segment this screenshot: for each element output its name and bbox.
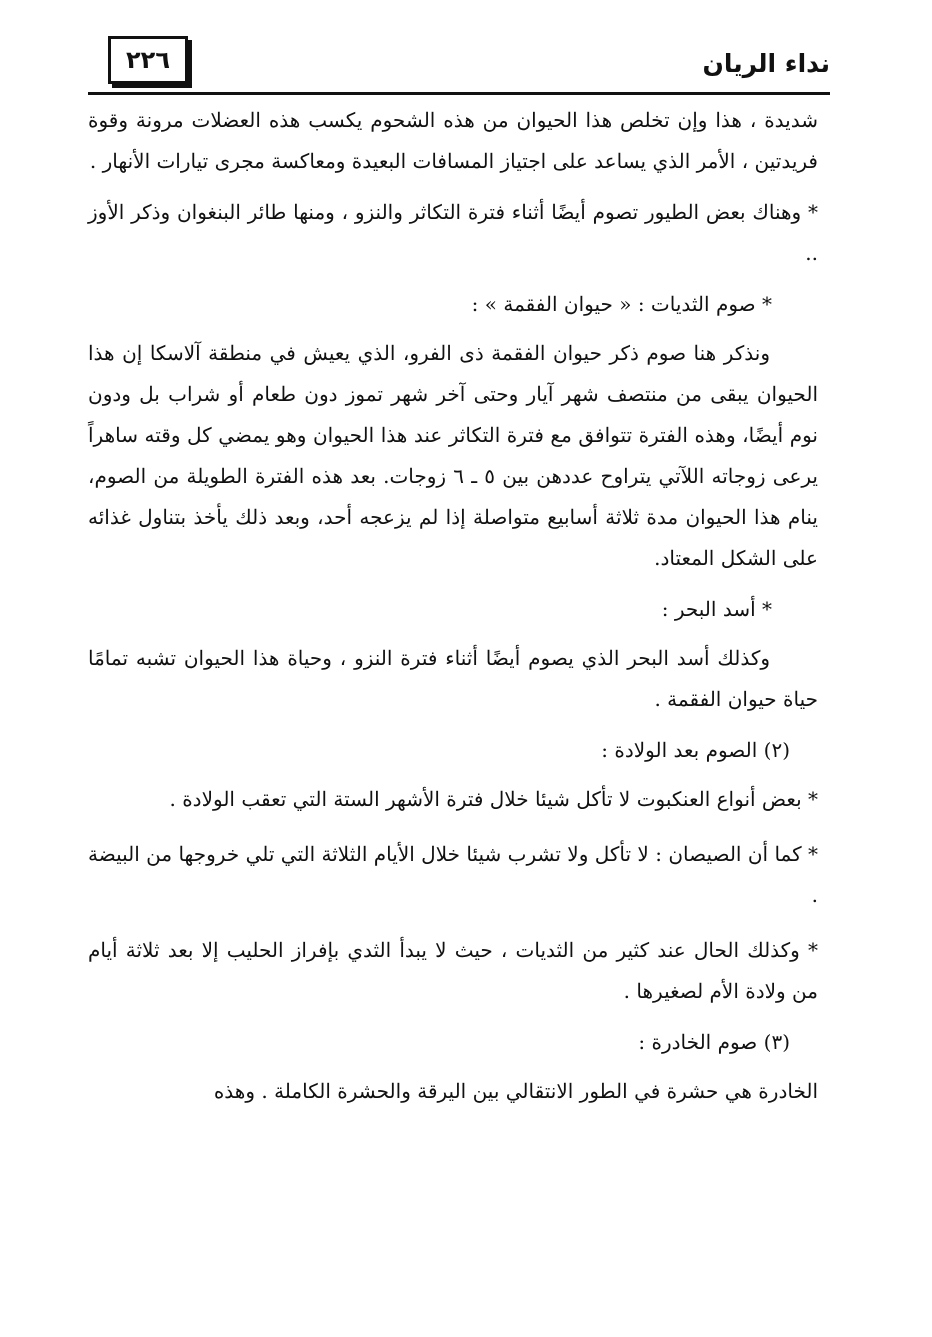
paragraph: الخادرة هي حشرة في الطور الانتقالي بين اليرقة والحشرة الكاملة . وهذه [213, 1079, 818, 1103]
paragraph: ونذكر هنا صوم ذكر حيوان الفقمة ذى الفرو، الذي يعيش في منطقة آلاسكا إن هذا الحيوان يبقى من منتصف شهر آيار وحتى آخر شهر تموز دون طعام أو شراب بل ودون نوم أيضًا، وهذه الفترة تتوافق مع فترة التكاثر عند هذا الحيوان وهو يمضي كل وقته ساهراً يرعى زوجاته اللآتي يتراوح عددهن بين ٥ ـ ٦ زوجات. بعد هذه الفترة الطويلة من الصوم، ينام هذا الحيوان مدة ثلاثة أسابيع متواصلة إذا لم يزعجه أحد، وبعد ذلك يأخذ بتناول غذائه على الشكل المعتاد. [88, 341, 818, 570]
paragraph: * وكذلك الحال عند كثير من الثديات ، حيث لا يبدأ الثدي بإفراز الحليب إلا بعد ثلاثة أيام من ولادة الأم لصغيرها . [88, 938, 818, 1003]
paragraph: * بعض أنواع العنكبوت لا تأكل شيئا خلال فترة الأشهر الستة التي تعقب الولادة . [169, 787, 818, 811]
page-body [88, 100, 818, 1122]
paragraph: شديدة ، هذا وإن تخلص هذا الحيوان من هذه الشحوم يكسب هذه العضلات مرونة وقوة فريدتين ، الأمر الذي يساعد على اجتياز المسافات البعيدة ومعاكسة مجرى تيارات الأنهار . [88, 108, 818, 173]
page-header [88, 34, 830, 96]
section-heading: * صوم الثديات : « حيوان الفقمة » : [471, 292, 772, 316]
section-heading: (٢) الصوم بعد الولادة : [601, 738, 790, 762]
page-number: ٢٢٦ [108, 36, 188, 84]
paragraph: * كما أن الصيصان : لا تأكل ولا تشرب شيئا خلال الأيام الثلاثة التي تلي خروجها من البيضة . [88, 842, 818, 907]
section-heading: * أسد البحر : [661, 597, 772, 621]
paragraph: وكذلك أسد البحر الذي يصوم أيضًا أثناء فترة النزو ، وحياة هذا الحيوان تشبه تمامًا حياة حيوان الفقمة . [88, 646, 818, 711]
running-title: نداء الريان [702, 49, 830, 78]
header-rule [88, 92, 830, 95]
paragraph: * وهناك بعض الطيور تصوم أيضًا أثناء فترة التكاثر والنزو ، ومنها طائر البنغوان وذكر الأوز .. [88, 200, 818, 265]
section-heading: (٣) صوم الخادرة : [638, 1030, 790, 1054]
